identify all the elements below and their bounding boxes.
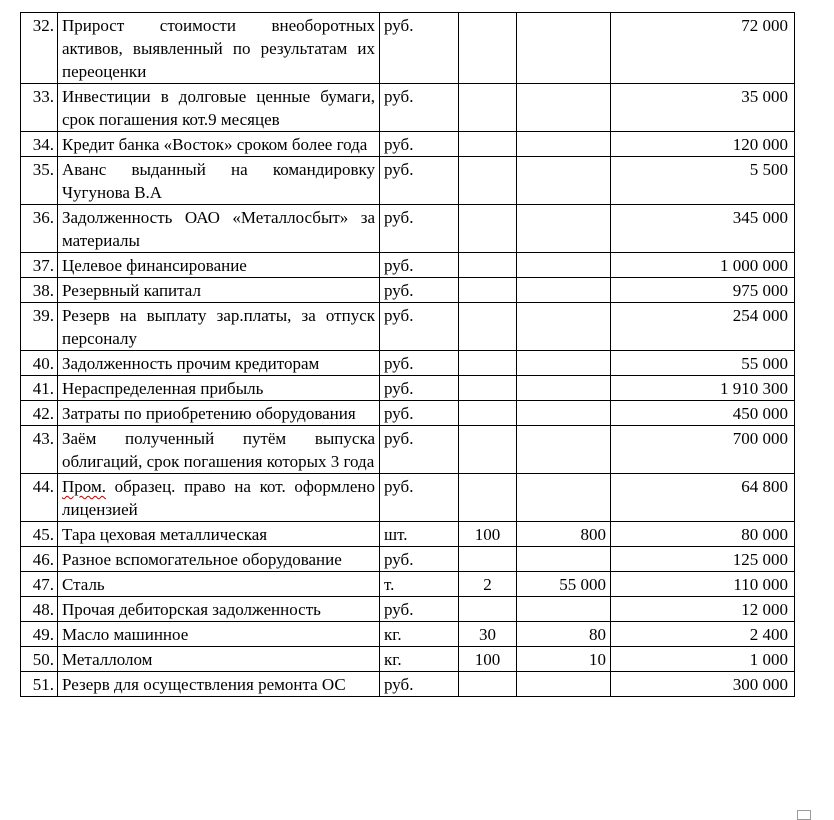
quantity-cell: 100 <box>459 647 517 672</box>
item-name: Целевое финансирование <box>58 253 380 278</box>
table-row <box>21 13 795 84</box>
unit-cell: руб. <box>380 205 459 253</box>
quantity-cell <box>459 351 517 376</box>
quantity-cell <box>459 376 517 401</box>
row-number: 41. <box>21 376 58 401</box>
quantity-cell <box>459 303 517 351</box>
table-row <box>21 376 795 401</box>
item-name: Заём полученный путём выпуска облигаций, срок погашения которых 3 года <box>58 426 380 474</box>
table-row <box>21 132 795 157</box>
item-name: Тара цеховая металлическая <box>58 522 380 547</box>
quantity-cell: 100 <box>459 522 517 547</box>
quantity-cell <box>459 132 517 157</box>
amount-cell: 110 000 <box>611 572 795 597</box>
amount-cell: 975 000 <box>611 278 795 303</box>
unit-cell: руб. <box>380 474 459 522</box>
price-cell <box>517 376 611 401</box>
amount-cell: 125 000 <box>611 547 795 572</box>
row-number: 45. <box>21 522 58 547</box>
item-name: Сталь <box>58 572 380 597</box>
item-name: Задолженность прочим кредиторам <box>58 351 380 376</box>
item-name: Масло машинное <box>58 622 380 647</box>
table-row <box>21 474 795 522</box>
price-cell: 80 <box>517 622 611 647</box>
amount-cell: 345 000 <box>611 205 795 253</box>
price-cell <box>517 474 611 522</box>
price-cell <box>517 547 611 572</box>
price-cell <box>517 597 611 622</box>
price-cell <box>517 13 611 84</box>
row-number: 37. <box>21 253 58 278</box>
item-name-rest: образец. право на кот. оформлено лицензией <box>62 477 375 519</box>
row-number: 32. <box>21 13 58 84</box>
table-row <box>21 522 795 547</box>
row-number: 39. <box>21 303 58 351</box>
row-number: 38. <box>21 278 58 303</box>
unit-cell: руб. <box>380 426 459 474</box>
unit-cell: руб. <box>380 401 459 426</box>
row-number: 46. <box>21 547 58 572</box>
row-number: 47. <box>21 572 58 597</box>
table-row <box>21 351 795 376</box>
price-cell <box>517 401 611 426</box>
table-row <box>21 401 795 426</box>
spellcheck-marked-word[interactable]: Пром. <box>62 477 106 496</box>
table-row <box>21 547 795 572</box>
item-name <box>58 474 380 522</box>
amount-cell: 55 000 <box>611 351 795 376</box>
price-cell: 55 000 <box>517 572 611 597</box>
table-row <box>21 672 795 697</box>
table-row <box>21 647 795 672</box>
price-cell <box>517 205 611 253</box>
unit-cell: руб. <box>380 351 459 376</box>
table-row <box>21 253 795 278</box>
item-name: Прирост стоимости внеоборотных активов, выявленный по результатам их переоценки <box>58 13 380 84</box>
unit-cell: руб. <box>380 84 459 132</box>
item-name: Резервный капитал <box>58 278 380 303</box>
quantity-cell <box>459 597 517 622</box>
table-row <box>21 597 795 622</box>
quantity-cell <box>459 278 517 303</box>
item-name: Металлолом <box>58 647 380 672</box>
amount-cell: 300 000 <box>611 672 795 697</box>
amount-cell: 2 400 <box>611 622 795 647</box>
row-number: 49. <box>21 622 58 647</box>
quantity-cell <box>459 253 517 278</box>
item-name: Аванс выданный на командировку Чугунова В.А <box>58 157 380 205</box>
unit-cell: руб. <box>380 13 459 84</box>
amount-cell: 1 000 000 <box>611 253 795 278</box>
amount-cell: 5 500 <box>611 157 795 205</box>
row-number: 36. <box>21 205 58 253</box>
table-row <box>21 622 795 647</box>
item-name: Задолженность ОАО «Металлосбыт» за материалы <box>58 205 380 253</box>
unit-cell: т. <box>380 572 459 597</box>
amount-cell: 1 910 300 <box>611 376 795 401</box>
quantity-cell: 30 <box>459 622 517 647</box>
quantity-cell <box>459 547 517 572</box>
table-row <box>21 157 795 205</box>
price-cell <box>517 253 611 278</box>
price-cell <box>517 84 611 132</box>
item-name: Разное вспомогательное оборудование <box>58 547 380 572</box>
unit-cell: руб. <box>380 132 459 157</box>
unit-cell: руб. <box>380 253 459 278</box>
amount-cell: 72 000 <box>611 13 795 84</box>
amount-cell: 80 000 <box>611 522 795 547</box>
row-number: 34. <box>21 132 58 157</box>
price-cell <box>517 157 611 205</box>
item-name: Кредит банка «Восток» сроком более года <box>58 132 380 157</box>
item-name: Резерв для осуществления ремонта ОС <box>58 672 380 697</box>
row-number: 50. <box>21 647 58 672</box>
quantity-cell <box>459 13 517 84</box>
price-cell <box>517 426 611 474</box>
amount-cell: 1 000 <box>611 647 795 672</box>
price-cell <box>517 278 611 303</box>
unit-cell: шт. <box>380 522 459 547</box>
quantity-cell <box>459 426 517 474</box>
amount-cell: 120 000 <box>611 132 795 157</box>
table-row <box>21 84 795 132</box>
unit-cell: руб. <box>380 278 459 303</box>
row-number: 42. <box>21 401 58 426</box>
unit-cell: руб. <box>380 547 459 572</box>
price-cell <box>517 132 611 157</box>
quantity-cell <box>459 84 517 132</box>
amount-cell: 64 800 <box>611 474 795 522</box>
unit-cell: руб. <box>380 376 459 401</box>
table-resize-handle[interactable] <box>797 810 811 820</box>
row-number: 51. <box>21 672 58 697</box>
item-name: Прочая дебиторская задолженность <box>58 597 380 622</box>
item-name: Затраты по приобретению оборудования <box>58 401 380 426</box>
table-row <box>21 278 795 303</box>
unit-cell: руб. <box>380 597 459 622</box>
price-cell <box>517 672 611 697</box>
item-name: Нераспределенная прибыль <box>58 376 380 401</box>
row-number: 43. <box>21 426 58 474</box>
item-name: Инвестиции в долговые ценные бумаги, срок погашения кот.9 месяцев <box>58 84 380 132</box>
quantity-cell <box>459 474 517 522</box>
amount-cell: 254 000 <box>611 303 795 351</box>
amount-cell: 700 000 <box>611 426 795 474</box>
accounts-table <box>20 12 795 697</box>
row-number: 48. <box>21 597 58 622</box>
quantity-cell: 2 <box>459 572 517 597</box>
quantity-cell <box>459 401 517 426</box>
price-cell <box>517 351 611 376</box>
item-name: Резерв на выплату зар.платы, за отпуск персоналу <box>58 303 380 351</box>
row-number: 40. <box>21 351 58 376</box>
quantity-cell <box>459 672 517 697</box>
table-row <box>21 426 795 474</box>
price-cell: 800 <box>517 522 611 547</box>
row-number: 35. <box>21 157 58 205</box>
quantity-cell <box>459 205 517 253</box>
amount-cell: 12 000 <box>611 597 795 622</box>
unit-cell: руб. <box>380 672 459 697</box>
row-number: 33. <box>21 84 58 132</box>
unit-cell: руб. <box>380 303 459 351</box>
unit-cell: руб. <box>380 157 459 205</box>
table-row <box>21 205 795 253</box>
price-cell <box>517 303 611 351</box>
unit-cell: кг. <box>380 622 459 647</box>
unit-cell: кг. <box>380 647 459 672</box>
row-number: 44. <box>21 474 58 522</box>
quantity-cell <box>459 157 517 205</box>
price-cell: 10 <box>517 647 611 672</box>
table-row <box>21 303 795 351</box>
amount-cell: 35 000 <box>611 84 795 132</box>
amount-cell: 450 000 <box>611 401 795 426</box>
table-row <box>21 572 795 597</box>
